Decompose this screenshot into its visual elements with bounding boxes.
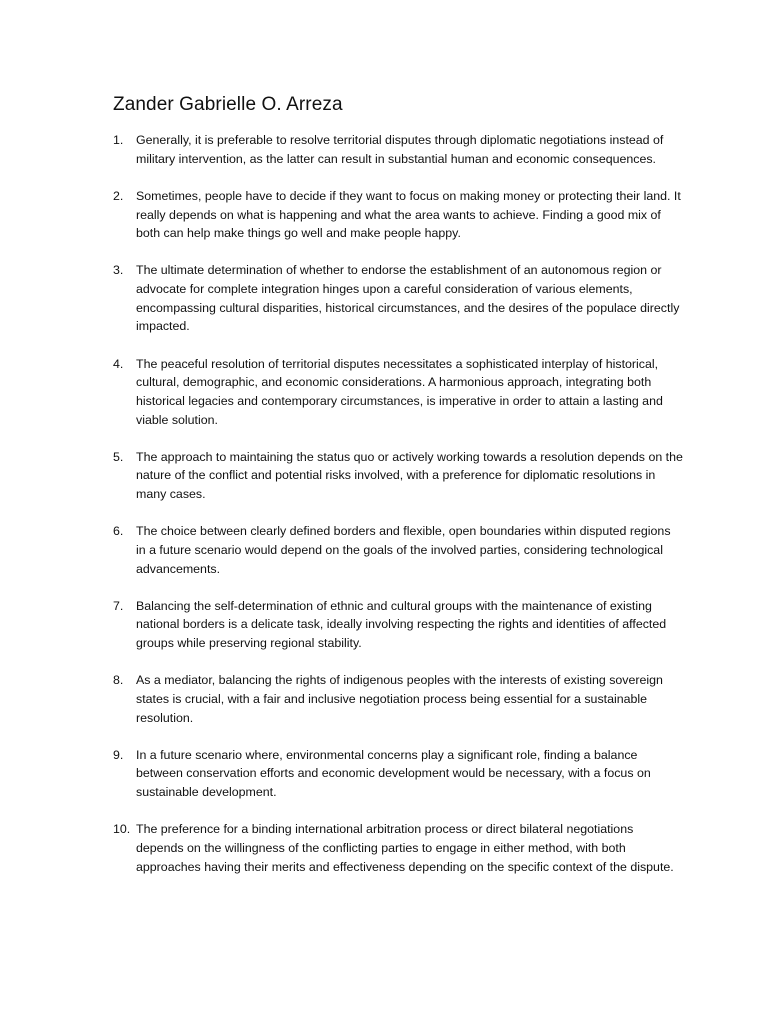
item-number: 1. — [113, 133, 124, 147]
item-number: 2. — [113, 188, 124, 203]
item-text: Balancing the self-determination of ethnic and cultural groups with the maintenance of existing national borders is a delicate task, ideally involving respecting the rights and identities of affected groups while preserving regional stability. — [136, 598, 667, 651]
item-text: The choice between clearly defined borders and flexible, open boundaries within disputed regions in a future scenario would depend on the goals of the involved parties, considering technological advancements. — [136, 524, 671, 576]
list-item — [113, 820, 683, 876]
item-number: 9. — [113, 747, 124, 762]
item-text: The ultimate determination of whether to endorse the establishment of an autonomous region or advocate for complete integration hinges upon a careful consideration of various elements, encompassing cultural disparities, historical circumstances, and the desires of the populace directly impacted. — [136, 263, 680, 334]
list-item — [113, 448, 683, 504]
item-text: The approach to maintaining the status quo or actively working towards a resolution depends on the nature of the conflict and potential risks involved, with a preference for diplomatic resolutions in many cases. — [136, 449, 683, 502]
item-number: 3. — [113, 263, 124, 278]
item-number: 4. — [113, 356, 124, 371]
list-item — [113, 131, 683, 168]
item-text: As a mediator, balancing the rights of indigenous peoples with the interests of existing sovereign states is crucial, with a fair and inclusive negotiation process being essential for a sustainable resolution. — [136, 673, 663, 725]
author-name-heading: Zander Gabrielle O. Arreza — [113, 94, 343, 115]
item-number: 8. — [113, 673, 124, 688]
list-item — [113, 355, 683, 430]
item-text: In a future scenario where, environmental concerns play a significant role, finding a balance between conservation efforts and economic development would be necessary, with a focus on sustainable development. — [136, 747, 651, 800]
list-item — [113, 261, 683, 336]
item-text: Sometimes, people have to decide if they want to focus on making money or protecting their land. It really depends on what is happening and what the area wants to achieve. Finding a good mix of both can help make things go well and make people happy. — [136, 188, 681, 241]
list-item — [113, 522, 683, 578]
list-item — [113, 187, 683, 243]
item-number: 10. — [113, 822, 131, 837]
item-text: The preference for a binding international arbitration process or direct bilateral negotiations depends on the willingness of the conflicting parties to engage in either method, with both approaches having their merits and effectiveness depending on the specific context of the dispute. — [136, 822, 674, 874]
item-text: The peaceful resolution of territorial disputes necessitates a sophisticated interplay of historical, cultural, demographic, and economic considerations. A harmonious approach, integrating both historical legacies and contemporary circumstances, is imperative in order to attain a lasting and viable solution. — [136, 356, 663, 427]
list-item — [113, 746, 683, 802]
item-number: 6. — [113, 524, 124, 539]
item-number: 7. — [113, 598, 124, 613]
item-text: Generally, it is preferable to resolve territorial disputes through diplomatic negotiations instead of military intervention, as the latter can result in substantial human and economic consequences. — [136, 133, 664, 166]
numbered-answer-list — [113, 131, 683, 895]
item-number: 5. — [113, 449, 124, 464]
list-item — [113, 671, 683, 727]
list-item — [113, 597, 683, 653]
